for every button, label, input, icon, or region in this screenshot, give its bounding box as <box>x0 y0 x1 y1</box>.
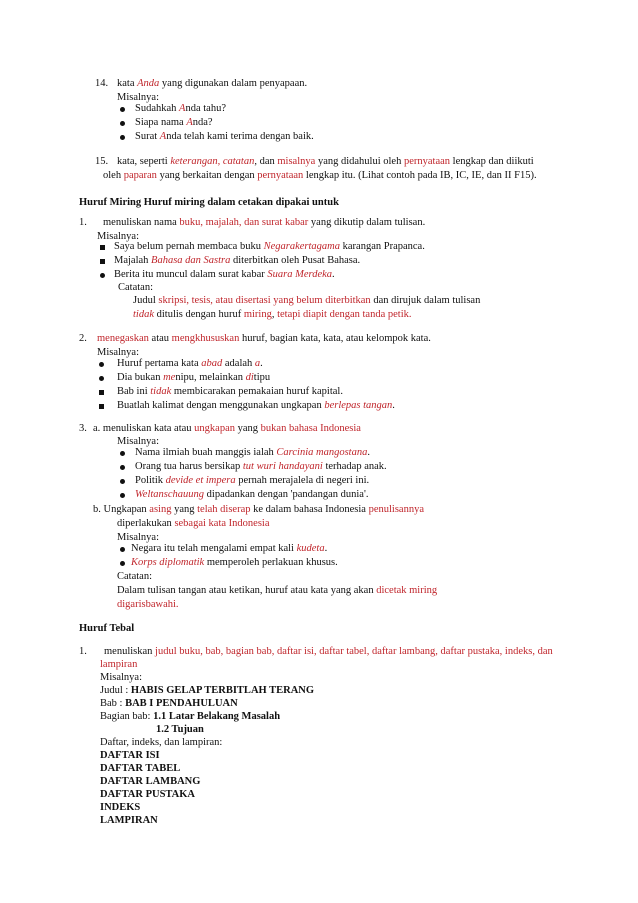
example-line: Sudahkah Anda tahu? <box>135 103 226 114</box>
list-item: DAFTAR PUSTAKA <box>100 789 195 800</box>
catatan-label: Catatan: <box>118 282 153 293</box>
example-line: Saya belum pernah membaca buku Negarakertagama karangan Prapanca. <box>114 241 425 252</box>
bullet-icon <box>120 135 125 140</box>
misalnya-label: Misalnya: <box>97 347 139 358</box>
daftar-label: Daftar, indeks, dan lampiran: <box>100 737 223 748</box>
example-line: Negara itu telah mengalami empat kali kudeta. <box>131 543 328 554</box>
example-line: Huruf pertama kata abad adalah a. <box>117 358 263 369</box>
bullet-icon <box>120 547 125 552</box>
example-bagian-bab-2: 1.2 Tujuan <box>156 724 204 735</box>
example-line: Nama ilmiah buah manggis ialah Carcinia mangostana. <box>135 447 370 458</box>
list-item-text: menuliskan nama buku, majalah, dan surat kabar yang dikutip dalam tulisan. <box>103 217 426 228</box>
list-item-text: menuliskan judul buku, bab, bagian bab, daftar isi, daftar tabel, daftar lambang, daftar pustaka, indeks, dan <box>104 646 553 657</box>
catatan-label: Catatan: <box>117 571 152 582</box>
example-line: Surat Anda telah kami terima dengan baik. <box>135 131 314 142</box>
example-line: Bab ini tidak membicarakan pemakaian huruf kapital. <box>117 386 343 397</box>
item-15-number: 15. <box>95 156 109 167</box>
sub-item-b-line1: b. Ungkapan asing yang telah diserap ke dalam bahasa Indonesia penulisannya <box>93 504 424 515</box>
bullet-icon <box>120 121 125 126</box>
square-bullet-icon <box>99 404 104 409</box>
bullet-icon <box>120 107 125 112</box>
sub-item-b-line2: diperlakukan sebagai kata Indonesia <box>117 518 270 529</box>
example-line: Berita itu muncul dalam surat kabar Suara Merdeka. <box>114 269 335 280</box>
example-bagian-bab: Bagian bab: 1.1 Latar Belakang Masalah <box>100 711 281 722</box>
example-line: Weltanschauung dipadankan dengan 'pandangan dunia'. <box>135 489 369 500</box>
bullet-icon <box>120 465 125 470</box>
list-item: INDEKS <box>100 802 141 813</box>
bullet-icon <box>100 273 105 278</box>
item-14-text: kata Anda yang digunakan dalam penyapaan. <box>117 78 308 89</box>
example-line: Korps diplomatik memperoleh perlakuan khusus. <box>131 557 338 568</box>
misalnya-label: Misalnya: <box>97 231 139 242</box>
square-bullet-icon <box>99 390 104 395</box>
bullet-icon <box>99 362 104 367</box>
misalnya-label: Misalnya: <box>100 672 142 683</box>
example-line: Orang tua harus bersikap tut wuri handayani terhadap anak. <box>135 461 387 472</box>
bullet-icon <box>120 451 125 456</box>
misalnya-label: Misalnya: <box>117 436 159 447</box>
example-bab: Bab : BAB I PENDAHULUAN <box>100 698 238 709</box>
item-14-number: 14. <box>95 78 109 89</box>
item-15-text-line1: kata, seperti keterangan, catatan, dan misalnya yang didahului oleh pernyataan lengkap dan diikuti <box>117 156 534 167</box>
bullet-icon <box>120 493 125 498</box>
section-heading-huruf-miring: Huruf Miring Huruf miring dalam cetakan dipakai untuk <box>79 197 339 208</box>
list-item-text: menegaskan atau mengkhususkan huruf, bagian kata, kata, atau kelompok kata. <box>97 333 431 344</box>
list-item: DAFTAR ISI <box>100 750 160 761</box>
bullet-icon <box>120 479 125 484</box>
catatan-line: tidak ditulis dengan huruf miring, tetapi diapit dengan tanda petik. <box>133 309 412 320</box>
square-bullet-icon <box>100 259 105 264</box>
list-item: DAFTAR TABEL <box>100 763 181 774</box>
list-item: LAMPIRAN <box>100 815 158 826</box>
square-bullet-icon <box>100 245 105 250</box>
section-heading-huruf-tebal: Huruf Tebal <box>79 623 135 634</box>
list-number: 3. <box>79 423 87 434</box>
list-number: 1. <box>79 646 87 657</box>
list-number: 2. <box>79 333 87 344</box>
catatan-line: Dalam tulisan tangan atau ketikan, huruf atau kata yang akan dicetak miring <box>117 585 438 596</box>
bullet-icon <box>99 376 104 381</box>
example-line: Siapa nama Anda? <box>135 117 213 128</box>
list-item-text-cont: lampiran <box>100 659 138 670</box>
catatan-line: digarisbawahi. <box>117 599 179 610</box>
example-line: Buatlah kalimat dengan menggunakan ungkapan berlepas tangan. <box>117 400 395 411</box>
bullet-icon <box>120 561 125 566</box>
list-number: 1. <box>79 217 87 228</box>
list-item-text: a. menuliskan kata atau ungkapan yang bukan bahasa Indonesia <box>93 423 361 434</box>
example-judul: Judul : HABIS GELAP TERBITLAH TERANG <box>100 685 315 696</box>
list-item: DAFTAR LAMBANG <box>100 776 201 787</box>
item-15-text-line2: oleh paparan yang berkaitan dengan pernyataan lengkap itu. (Lihat contoh pada IB, IC, IE, dan II F15). <box>103 170 537 181</box>
catatan-line: Judul skripsi, tesis, atau disertasi yang belum diterbitkan dan dirujuk dalam tulisan <box>133 295 481 306</box>
example-line: Politik devide et impera pernah merajalela di negeri ini. <box>135 475 370 486</box>
example-line: Dia bukan menipu, melainkan ditipu <box>117 372 271 383</box>
misalnya-label: Misalnya: <box>117 92 159 103</box>
misalnya-label: Misalnya: <box>117 532 159 543</box>
example-line: Majalah Bahasa dan Sastra diterbitkan oleh Pusat Bahasa. <box>114 255 361 266</box>
